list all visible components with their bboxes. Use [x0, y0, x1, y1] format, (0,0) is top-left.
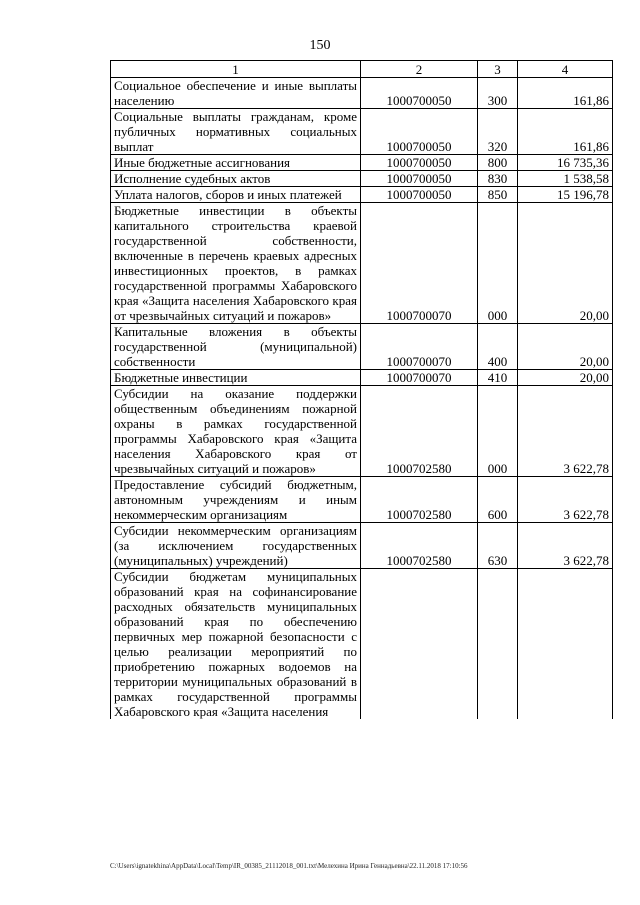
row-name: Субсидии бюджетам муниципальных образований края на софинансирование расходных обязательств муниципальных образований края по обеспечению первичных мер пожарной безопасности с целью реализации мероприятий по приобретению пожарных водоемов на территории муниципальных образований в рамках государственной программы Хабаровского края «Защита населения [111, 569, 361, 720]
table-row [111, 569, 613, 720]
row-expense-type: 800 [478, 155, 518, 171]
table-row [111, 187, 613, 203]
table-row [111, 203, 613, 324]
table-row [111, 109, 613, 155]
row-name: Исполнение судебных актов [111, 171, 361, 187]
row-code: 1000700050 [361, 187, 478, 203]
row-expense-type: 410 [478, 370, 518, 386]
row-expense-type: 830 [478, 171, 518, 187]
row-name: Предоставление субсидий бюджетным, автономным учреждениям и иным некоммерческим организациям [111, 477, 361, 523]
row-code: 1000700050 [361, 155, 478, 171]
table-row [111, 370, 613, 386]
row-sum: 1 538,58 [518, 171, 613, 187]
row-sum: 3 622,78 [518, 386, 613, 477]
row-name: Капитальные вложения в объекты государственной (муниципальной) собственности [111, 324, 361, 370]
row-code: 1000700050 [361, 109, 478, 155]
row-name: Социальные выплаты гражданам, кроме публичных нормативных социальных выплат [111, 109, 361, 155]
table-row [111, 324, 613, 370]
row-sum: 16 735,36 [518, 155, 613, 171]
row-name: Бюджетные инвестиции в объекты капитального строительства краевой государственной собственности, включенные в перечень краевых адресных инвестиционных проектов, в рамках государственной программы Хабаровского края «Защита населения Хабаровского края от чрезвычайных ситуаций и пожаров» [111, 203, 361, 324]
row-expense-type: 400 [478, 324, 518, 370]
row-sum: 20,00 [518, 324, 613, 370]
table-row [111, 477, 613, 523]
table-header-row [111, 61, 613, 78]
row-code: 1000702580 [361, 523, 478, 569]
row-sum: 161,86 [518, 78, 613, 109]
row-name: Бюджетные инвестиции [111, 370, 361, 386]
row-sum [518, 569, 613, 720]
row-expense-type: 630 [478, 523, 518, 569]
row-name: Субсидии некоммерческим организациям (за исключением государственных (муниципальных) учреждений) [111, 523, 361, 569]
row-code: 1000700070 [361, 370, 478, 386]
row-sum: 3 622,78 [518, 477, 613, 523]
row-name: Уплата налогов, сборов и иных платежей [111, 187, 361, 203]
table-row [111, 523, 613, 569]
column-header: 2 [361, 61, 478, 78]
table-row [111, 171, 613, 187]
row-code: 1000700070 [361, 324, 478, 370]
page-number: 150 [309, 38, 331, 53]
row-code: 1000700050 [361, 171, 478, 187]
file-path-footer: C:\Users\ignatekhina\AppData\Local\Temp\IR_00385_21112018_001.txt\Мелехина Ирина Геннадьевна\22.11.2018 17:10:56 [110, 862, 468, 870]
row-code: 1000700050 [361, 78, 478, 109]
row-code: 1000700070 [361, 203, 478, 324]
table-row [111, 386, 613, 477]
row-sum: 15 196,78 [518, 187, 613, 203]
column-header: 3 [478, 61, 518, 78]
column-header: 1 [111, 61, 361, 78]
row-expense-type: 600 [478, 477, 518, 523]
row-expense-type: 300 [478, 78, 518, 109]
row-name: Социальное обеспечение и иные выплаты населению [111, 78, 361, 109]
row-sum: 20,00 [518, 370, 613, 386]
row-expense-type: 000 [478, 203, 518, 324]
row-name: Иные бюджетные ассигнования [111, 155, 361, 171]
row-expense-type: 320 [478, 109, 518, 155]
row-code: 1000702580 [361, 386, 478, 477]
budget-table [110, 60, 613, 719]
row-name: Субсидии на оказание поддержки общественным объединениям пожарной охраны в рамках государственной программы Хабаровского края «Защита населения Хабаровского края от чрезвычайных ситуаций и пожаров» [111, 386, 361, 477]
table-row [111, 155, 613, 171]
row-code: 1000702580 [361, 477, 478, 523]
row-sum: 3 622,78 [518, 523, 613, 569]
row-sum: 20,00 [518, 203, 613, 324]
row-sum: 161,86 [518, 109, 613, 155]
table-row [111, 78, 613, 109]
row-expense-type: 000 [478, 386, 518, 477]
row-expense-type: 850 [478, 187, 518, 203]
row-code [361, 569, 478, 720]
row-expense-type [478, 569, 518, 720]
column-header: 4 [518, 61, 613, 78]
